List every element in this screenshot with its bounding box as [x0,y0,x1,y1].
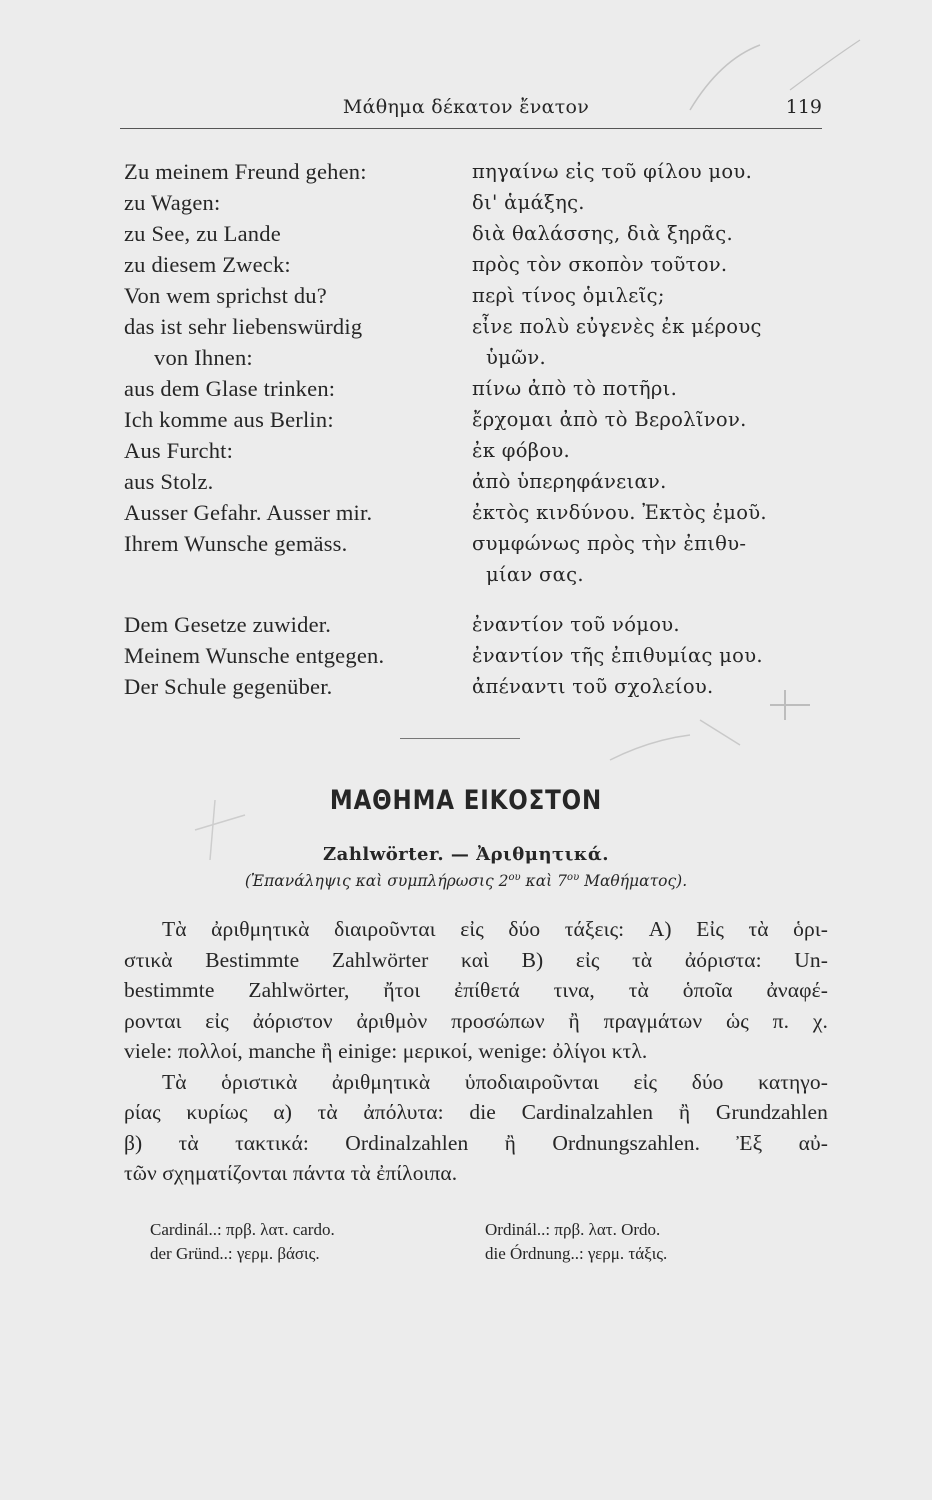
body-line: viele: πολλοί, manche ἢ einige: μερικοί, wenige: ὀλίγοι κτλ. [124,1039,648,1063]
german-phrase: von Ihnen: [154,345,253,370]
header-rule [120,128,822,129]
vocab-row [124,528,824,559]
lesson-body-text [124,914,828,1189]
german-phrase: aus Stolz. [124,469,214,494]
greek-translation: πηγαίνω εἰς τοῦ φίλου μου. [472,160,753,183]
vocab-row [124,218,824,249]
glossary-entry: der Gründ..: γερμ. βάσις. [150,1244,320,1263]
greek-translation: δι' ἁμάξης. [472,191,585,214]
glossary-entry: die Órdnung..: γερμ. τάξις. [485,1244,668,1263]
note-part: Μαθήματος). [579,872,688,891]
german-phrase: zu Wagen: [124,190,221,215]
note-part: καὶ 7 [520,872,568,891]
body-line: Τὰ ὁριστικὰ ἀριθμητικὰ ὑποδιαιροῦνται εἰς δύο κατηγο- [162,1069,828,1094]
running-header [0,96,932,126]
greek-translation: διὰ θαλάσσης, διὰ ξηρᾶς. [472,222,733,245]
vocab-row [124,280,824,311]
body-line: bestimmte Zahlwörter, ἤτοι ἐπίθετά τινα, τὰ ὁποῖα ἀναφέ- [124,978,828,1002]
body-line: β) τὰ τακτικά: Ordinalzahlen ἢ Ordnungszahlen. Ἐξ αὐ- [124,1130,828,1155]
section-divider [400,738,520,739]
greek-translation: εἶνε πολὺ εὐγενὲς ἐκ μέρους [472,315,762,338]
vocab-row [124,156,824,187]
lesson-title: ΜΑΘΗΜΑ ΕΙΚΟΣΤΟΝ [329,785,603,816]
lesson-note [0,872,932,890]
greek-translation: πίνω ἀπὸ τὸ ποτῆρι. [472,377,678,400]
vocab-row [124,311,824,342]
greek-translation: ἔρχομαι ἀπὸ τὸ Βερολῖνον. [472,408,747,431]
glossary-row [150,1218,830,1242]
vocab-row [124,671,824,702]
greek-translation: συμφώνως πρὸς τὴν ἐπιθυ- [472,532,747,555]
german-phrase: zu See, zu Lande [124,221,281,246]
greek-translation: μίαν σας. [486,563,584,586]
greek-translation: ἐκ φόβου. [472,439,571,462]
running-title: Μάθημα δέκατον ἔνατον [342,96,590,118]
german-phrase: Ihrem Wunsche gemäss. [124,531,348,556]
german-phrase: Von wem sprichst du? [124,283,327,308]
vocab-gap [124,590,824,609]
german-phrase: Zu meinem Freund gehen: [124,159,367,184]
greek-translation: περὶ τίνος ὁμιλεῖς; [472,284,665,307]
german-phrase: das ist sehr liebenswürdig [124,314,363,339]
vocab-row [124,187,824,218]
german-phrase: Aus Furcht: [124,438,234,463]
greek-translation: ἐναντίον τοῦ νόμου. [472,613,680,636]
german-phrase: zu diesem Zweck: [124,252,291,277]
etymology-glossary [150,1218,830,1266]
page-number: 119 [785,96,822,118]
body-line: στικὰ Bestimmte Zahlwörter καὶ B) εἰς τὰ ἀόριστα: Un- [124,947,828,972]
note-superscript: ου [508,872,521,883]
body-line: Τὰ ἀριθμητικὰ διαιροῦνται εἰς δύο τάξεις: A) Εἰς τὰ ὁρι- [162,917,828,941]
greek-translation: ἐναντίον τῆς ἐπιθυμίας μου. [472,644,763,667]
vocab-row [124,466,824,497]
vocab-row [124,404,824,435]
vocab-row [124,435,824,466]
vocab-row [124,342,824,373]
note-superscript: ου [567,872,580,883]
greek-translation: ἀπὸ ὑπερηφάνειαν. [472,470,667,493]
vocab-row [124,373,824,404]
glossary-entry: Cardinál..: πρβ. λατ. cardo. [150,1220,335,1239]
body-line: ρίας κυρίως α) τὰ ἀπόλυτα: die Cardinalzahlen ἢ Grundzahlen [124,1100,828,1124]
glossary-row [150,1242,830,1266]
german-phrase: Ich komme aus Berlin: [124,407,334,432]
greek-translation: ἀπέναντι τοῦ σχολείου. [472,675,714,698]
lesson-subtitle: Zahlwörter. — Ἀριθμητικά. [323,844,609,865]
vocab-row [124,640,824,671]
german-phrase: Meinem Wunsche entgegen. [124,643,385,668]
greek-translation: πρὸς τὸν σκοπὸν τοῦτον. [472,253,728,276]
note-part: (Ἐπανάληψις καὶ συμπλήρωσις 2 [244,872,509,891]
german-phrase: Dem Gesetze zuwider. [124,612,332,637]
body-line: ρονται εἰς ἀόριστον ἀριθμὸν προσώπων ἢ πραγμάτων ὡς π. χ. [124,1008,828,1033]
german-phrase: aus dem Glase trinken: [124,376,336,401]
german-phrase: Ausser Gefahr. Ausser mir. [124,500,373,525]
body-line: τῶν σχηματίζονται πάντα τὰ ἐπίλοιπα. [124,1161,458,1185]
german-phrase: Der Schule gegenüber. [124,674,333,699]
vocab-row [124,609,824,640]
vocab-row [124,559,824,590]
glossary-entry: Ordinál..: πρβ. λατ. Ordo. [485,1220,661,1239]
vocab-row [124,249,824,280]
greek-translation: ὑμῶν. [486,346,546,369]
greek-translation: ἐκτὸς κινδύνου. Ἐκτὸς ἐμοῦ. [472,501,767,524]
vocabulary-list [124,156,824,702]
vocab-row [124,497,824,528]
